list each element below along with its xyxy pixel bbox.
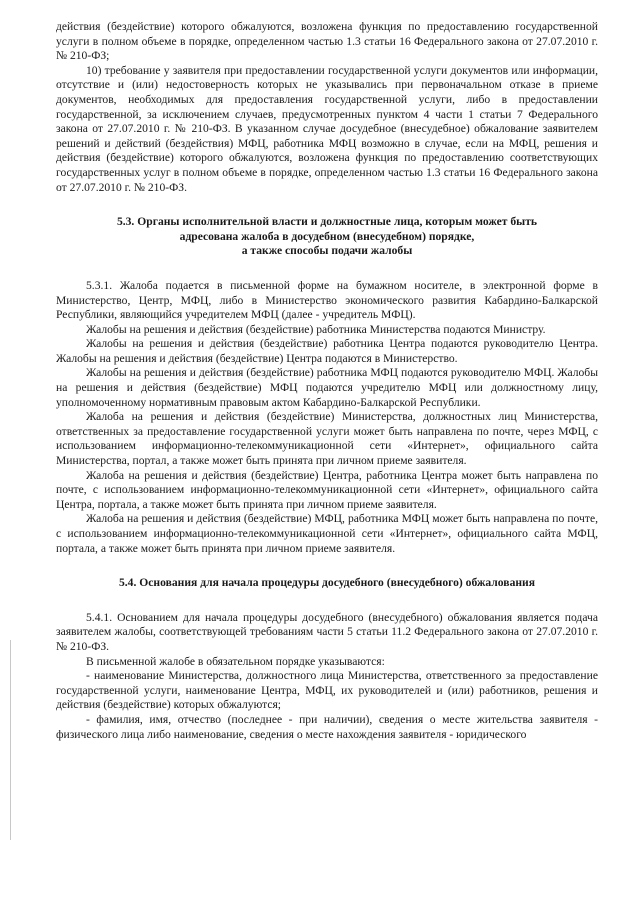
paragraph: 5.3.1. Жалоба подается в письменной форме на бумажном носителе, в электронной форме в Министерство, Центр, МФЦ, либо в Министерство экономического развития Кабардино-Балкарской Республики, являющийся учредителем МФЦ (далее - учредитель МФЦ). <box>56 278 598 322</box>
heading-line: 5.3. Органы исполнительной власти и должностные лица, которым может быть <box>116 215 538 229</box>
paragraph: действия (бездействие) которого обжалуются, возложена функция по предоставлению государственной услуги в полном объеме в порядке, определенном частью 1.3 статьи 16 Федерального закона от 27.07.2010 г. № 210-ФЗ; <box>56 20 598 63</box>
paragraph: Жалобы на решения и действия (бездействие) работника Центра подаются руководителю Центра. Жалобы на решения и действия (бездействие) Центра подаются в Министерство. <box>56 337 598 365</box>
section-heading <box>56 215 598 259</box>
paragraph: 5.4.1. Основанием для начала процедуры досудебного (внесудебного) обжалования является подача заявителем жалобы, соответствующей требованиям части 5 статьи 11.2 Федерального закона от 27.07.2010 г. № 210-ФЗ. <box>56 610 598 653</box>
heading-line: адресована жалоба в досудебном (внесудебном) порядке, <box>179 229 475 243</box>
paragraph: Жалоба на решения и действия (бездействие) МФЦ, работника МФЦ может быть направлена по почте, с использованием информационно-телекоммуникационной сети «Интернет», официального сайта МФЦ, портала, а также может быть принята при личном приеме заявителя. <box>56 512 598 555</box>
paragraph: Жалоба на решения и действия (бездействие) Центра, работника Центра может быть направлена по почте, с использованием информационно-телекоммуникационной сети «Интернет», официального сайта Центра, портала, а также может быть принята при личном приеме заявителя. <box>56 468 598 511</box>
paragraph: 10) требование у заявителя при предоставлении государственной услуги документов или информации, отсутствие и (или) недостоверность которых не указывались при первоначальном отказе в приеме документов, необходимых для предоставления государственной услуги, либо в предоставлении государственной, за исключением случаев, предусмотренных пунктом 4 части 1 статьи 7 Федерального закона от 27.07.2010 г. № 210-ФЗ. В указанном случае досудебное (внесудебное) обжалование заявителем решений и действий (бездействия) МФЦ, работника МФЦ возможно в случае, если на МФЦ, решения и действия (бездействие) которого обжалуются, возложена функция по предоставлению соответствующих государственных услуг в полном объеме в порядке, определенном частью 1.3 статьи 16 Федерального закона от 27.07.2010 г. № 210-ФЗ. <box>56 63 598 194</box>
scan-edge-mark <box>10 640 11 840</box>
block-spacer <box>56 591 598 611</box>
heading-line: а также способы подачи жалобы <box>241 244 413 258</box>
heading-line: 5.4. Основания для начала процедуры досудебного (внесудебного) обжалования <box>118 576 536 590</box>
paragraph: В письменной жалобе в обязательном порядке указываются: <box>86 654 385 668</box>
paragraph: - наименование Министерства, должностного лица Министерства, ответственного за предоставление государственной услуги, наименование Центра, МФЦ, их руководителей и (или) работников, решения и действия (бездействие) которых обжалуются; <box>56 669 598 712</box>
paragraph: - фамилия, имя, отчество (последнее - при наличии), сведения о месте жительства заявителя - физического лица либо наименование, сведения о месте нахождения заявителя - юридического <box>56 712 598 741</box>
paragraph: Жалоба на решения и действия (бездействие) Министерства, должностных лиц Министерства, ответственных за предоставление государственной услуги может быть направлена по почте, через МФЦ, с использованием информационно-телекоммуникационной сети «Интернет», официального сайта Министерства, портал, а также может быть принята при личном приеме заявителя. <box>56 410 598 468</box>
section-heading <box>56 576 598 591</box>
paragraph: Жалобы на решения и действия (бездействие) работника Министерства подаются Министру. <box>86 322 546 336</box>
paragraph: Жалобы на решения и действия (бездействие) работника МФЦ подаются руководителю МФЦ. Жалобы на решения и действия (бездействие) МФЦ подаются учредителю МФЦ или должностному лицу, уполномоченному нормативным правовым актом Кабардино-Балкарской Республики. <box>56 366 598 409</box>
block-spacer <box>56 195 598 215</box>
document-body <box>56 20 598 742</box>
block-spacer <box>56 259 598 279</box>
block-spacer <box>56 556 598 576</box>
